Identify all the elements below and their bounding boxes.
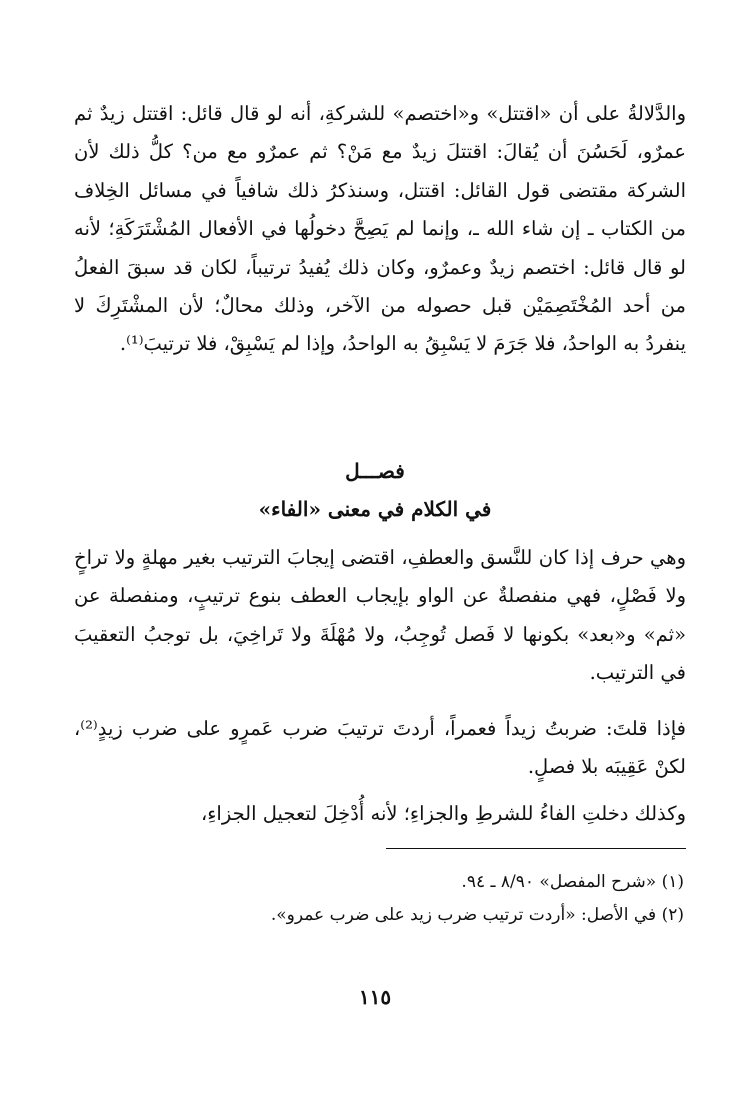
footnote-1: (١) «شرح المفصل» ٨/٩٠ ـ ٩٤. bbox=[461, 872, 684, 892]
body-paragraph-4: وكذلك دخلتِ الفاءُ للشرطِ والجزاءِ؛ لأنه أُدْخِلَ لتعجيل الجزاءِ، bbox=[200, 802, 686, 825]
section-subheading: في الكلام في معنى «الفاء» bbox=[258, 497, 492, 521]
body-paragraph-2: وهي حرف إذا كان للنَّسق والعطفِ، اقتضى إيجابَ الترتيب بغير مهلةٍ ولا تراخٍ ولا فَصْلٍ، فهي منفصلةٌ عن الواو بإيجاب العطف بنوع ترتيبٍ، ومنفصلة عن «ثم» و«بعد» بكونها لا فَصل تُوجِبُ، ولا مُهْلَةَ ولا تَراخِيَ، بل توجبُ التعقيبَ في الترتيب. bbox=[74, 546, 686, 685]
footnote-2: (٢) في الأصل: «أردت ترتيب ضرب زيد على ضرب عمرو». bbox=[270, 905, 684, 925]
section-heading: فصـــل bbox=[345, 459, 405, 483]
body-paragraph-3: فإذا قلتَ: ضربتُ زيداً فعمراً، أردتَ ترتيبَ ضرب عَمرٍو على ضرب زيدٍ⁽²⁾، لكنْ عَقِيبَه بلا فصلٍ. bbox=[74, 717, 686, 779]
footnote-separator bbox=[386, 848, 686, 849]
body-paragraph-1: والدَّلالةُ على أن «اقتتل» و«اختصم» للشركةِ، أنه لو قال قائل: اقتتل زيدٌ ثم عمرٌو، لَحَسُنَ أن يُقالَ: اقتتلَ زيدٌ مع مَنْ؟ ثم عمرٌو مع من؟ كلُّ ذلك لأن الشركة مقتضى قول القائل: اقتتل، وسنذكرُ ذلك شافياً في مسائل الخِلاف من الكتاب ـ إن شاء الله ـ، وإنما لم يَصِحَّ دخولُها في الأفعال المُشْتَرَكَةِ؛ لأنه لو قال قائل: اختصم زيدٌ وعمرٌو، وكان ذلك يُفيدُ ترتيباً، لكان قد سبقَ الفعلُ من أحد المُخْتَصِمَيْن قبل حصوله من الآخر، وذلك محالٌ؛ لأن المشْتَرِكَ لا ينفردُ به الواحدُ، فلا جَرَمَ لا يَسْبِقُ به الواحدُ، وإذا لم يَسْبِقْ، فلا ترتيبَ⁽¹⁾. bbox=[74, 102, 686, 356]
page-number: ١١٥ bbox=[358, 985, 392, 1009]
